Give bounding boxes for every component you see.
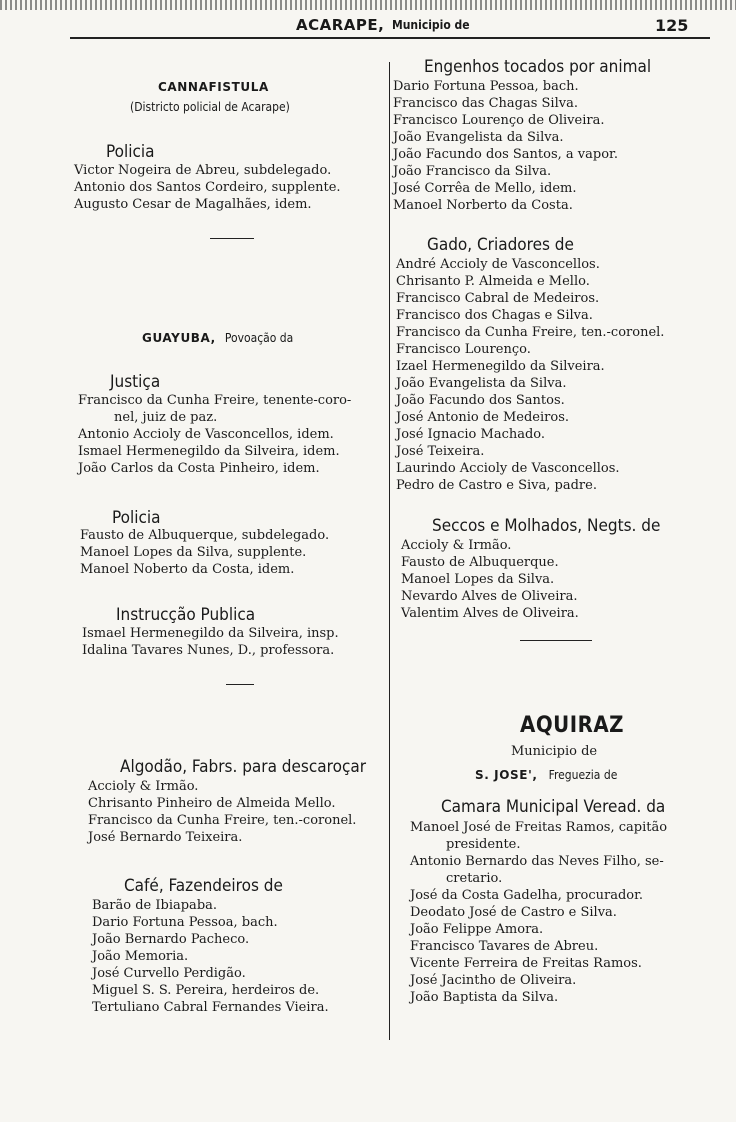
list-item: Manoel Norberto da Costa. bbox=[393, 198, 573, 213]
justica-heading: Justiça bbox=[110, 372, 161, 392]
list-item: Francisco Cabral de Medeiros. bbox=[396, 291, 600, 306]
list-item: Victor Nogeira de Abreu, subdelegado. bbox=[74, 163, 332, 178]
list-item: Manoel Noberto da Costa, idem. bbox=[80, 562, 295, 577]
section-dash bbox=[226, 684, 254, 685]
list-item: Ismael Hermenegildo da Silveira, idem. bbox=[78, 444, 340, 459]
guayuba-title: GUAYUBA, bbox=[142, 331, 216, 345]
list-item: José Antonio de Medeiros. bbox=[396, 410, 570, 425]
list-item: Antonio dos Santos Cordeiro, supplente. bbox=[74, 180, 341, 195]
aquiraz-place: S. JOSE', bbox=[475, 768, 538, 782]
list-item: José Corrêa de Mello, idem. bbox=[393, 181, 577, 196]
list-item: Francisco da Cunha Freire, ten.-coronel. bbox=[396, 325, 665, 340]
cannafistula-title: CANNAFISTULA bbox=[158, 80, 269, 94]
list-item: Francisco Tavares de Abreu. bbox=[410, 939, 599, 954]
camara-heading: Camara Municipal Veread. da bbox=[441, 797, 666, 817]
header-rule bbox=[70, 37, 710, 39]
section-dash bbox=[210, 238, 254, 239]
list-item: Francisco da Cunha Freire, tenente-coro- bbox=[78, 393, 352, 408]
list-item: Vicente Ferreira de Freitas Ramos. bbox=[410, 956, 642, 971]
list-item: Manoel José de Freitas Ramos, capitão bbox=[410, 820, 668, 835]
instrucao-heading: Instrucção Publica bbox=[116, 605, 256, 625]
list-item: João Bernardo Pacheco. bbox=[92, 932, 250, 947]
list-item: Pedro de Castro e Siva, padre. bbox=[396, 478, 597, 493]
list-item: José Curvello Perdigão. bbox=[92, 966, 246, 981]
list-item: José Ignacio Machado. bbox=[396, 427, 546, 442]
page-number: 125 bbox=[655, 16, 689, 35]
seccos-list bbox=[401, 537, 579, 622]
list-item: presidente. bbox=[446, 837, 521, 852]
list-item: Fausto de Albuquerque. bbox=[401, 555, 559, 570]
gado-list bbox=[396, 256, 664, 494]
algodao-heading: Algodão, Fabrs. para descaroçar bbox=[120, 757, 367, 777]
list-item: João Evangelista da Silva. bbox=[396, 376, 567, 391]
list-item: José Teixeira. bbox=[396, 444, 485, 459]
list-item: Francisco da Cunha Freire, ten.-coronel. bbox=[88, 813, 357, 828]
list-item: Augusto Cesar de Magalhães, idem. bbox=[74, 197, 312, 212]
page-header bbox=[0, 12, 736, 38]
list-item: Accioly & Irmão. bbox=[88, 779, 199, 794]
cafe-list bbox=[92, 897, 329, 1016]
engenhos-heading: Engenhos tocados por animal bbox=[424, 57, 652, 77]
instrucao-list bbox=[82, 625, 339, 659]
algodao-list bbox=[88, 778, 356, 846]
column-divider bbox=[389, 62, 390, 1040]
list-item: João Baptista da Silva. bbox=[410, 990, 559, 1005]
section-dash bbox=[520, 640, 592, 641]
list-item: Francisco Lourenço de Oliveira. bbox=[393, 113, 605, 128]
list-item: Francisco Lourenço. bbox=[396, 342, 531, 357]
list-item: Francisco dos Chagas e Silva. bbox=[396, 308, 593, 323]
guayuba-heading-line bbox=[142, 327, 293, 346]
cafe-heading: Café, Fazendeiros de bbox=[124, 876, 283, 896]
list-item: Francisco das Chagas Silva. bbox=[393, 96, 578, 111]
page-edge bbox=[0, 0, 736, 10]
cannafistula-policia-heading: Policia bbox=[106, 142, 155, 162]
list-item: Dario Fortuna Pessoa, bach. bbox=[393, 79, 579, 94]
engenhos-list bbox=[393, 78, 618, 214]
list-item: Chrisanto Pinheiro de Almeida Mello. bbox=[88, 796, 336, 811]
list-item: José Jacintho de Oliveira. bbox=[410, 973, 577, 988]
list-item: Idalina Tavares Nunes, D., professora. bbox=[82, 643, 335, 658]
list-item: cretario. bbox=[446, 871, 503, 886]
list-item: Laurindo Accioly de Vasconcellos. bbox=[396, 461, 620, 476]
guayuba-policia-list bbox=[80, 527, 329, 578]
gado-heading: Gado, Criadores de bbox=[427, 235, 574, 255]
aquiraz-place-line bbox=[475, 764, 617, 783]
cannafistula-list bbox=[74, 162, 341, 213]
guayuba-policia-heading: Policia bbox=[112, 508, 161, 528]
list-item: José da Costa Gadelha, procurador. bbox=[410, 888, 644, 903]
camara-list bbox=[410, 819, 667, 1006]
list-item: João Facundo dos Santos. bbox=[396, 393, 565, 408]
list-item: João Carlos da Costa Pinheiro, idem. bbox=[78, 461, 320, 476]
header-title: ACARAPE, bbox=[296, 16, 385, 34]
list-item: Fausto de Albuquerque, subdelegado. bbox=[80, 528, 330, 543]
list-item: João Francisco da Silva. bbox=[393, 164, 552, 179]
list-item: Barão de Ibiapaba. bbox=[92, 898, 218, 913]
list-item: João Evangelista da Silva. bbox=[393, 130, 564, 145]
list-item: João Felippe Amora. bbox=[410, 922, 544, 937]
list-item: Chrisanto P. Almeida e Mello. bbox=[396, 274, 590, 289]
list-item: nel, juiz de paz. bbox=[114, 410, 218, 425]
header-subtitle: Municipio de bbox=[392, 18, 470, 32]
aquiraz-freguezia: Freguezia de bbox=[548, 768, 618, 782]
list-item: Dario Fortuna Pessoa, bach. bbox=[92, 915, 278, 930]
list-item: Manoel Lopes da Silva, supplente. bbox=[80, 545, 307, 560]
list-item: João Memoria. bbox=[92, 949, 189, 964]
list-item: Antonio Bernardo das Neves Filho, se- bbox=[410, 854, 664, 869]
cannafistula-subtitle: (Districto policial de Acarape) bbox=[130, 100, 290, 114]
seccos-heading: Seccos e Molhados, Negts. de bbox=[432, 516, 661, 536]
list-item: Izael Hermenegildo da Silveira. bbox=[396, 359, 605, 374]
list-item: Miguel S. S. Pereira, herdeiros de. bbox=[92, 983, 320, 998]
list-item: Deodato José de Castro e Silva. bbox=[410, 905, 617, 920]
aquiraz-municipio: Municipio de bbox=[511, 744, 598, 759]
list-item: João Facundo dos Santos, a vapor. bbox=[393, 147, 618, 162]
aquiraz-title: AQUIRAZ bbox=[520, 713, 624, 738]
list-item: Tertuliano Cabral Fernandes Vieira. bbox=[92, 1000, 329, 1015]
list-item: Nevardo Alves de Oliveira. bbox=[401, 589, 578, 604]
justica-list bbox=[78, 392, 351, 477]
list-item: Valentim Alves de Oliveira. bbox=[401, 606, 579, 621]
list-item: Antonio Accioly de Vasconcellos, idem. bbox=[78, 427, 334, 442]
guayuba-subtitle: Povoação da bbox=[224, 331, 294, 345]
list-item: Ismael Hermenegildo da Silveira, insp. bbox=[82, 626, 339, 641]
list-item: Accioly & Irmão. bbox=[401, 538, 512, 553]
list-item: José Bernardo Teixeira. bbox=[88, 830, 243, 845]
list-item: André Accioly de Vasconcellos. bbox=[396, 257, 600, 272]
list-item: Manoel Lopes da Silva. bbox=[401, 572, 555, 587]
